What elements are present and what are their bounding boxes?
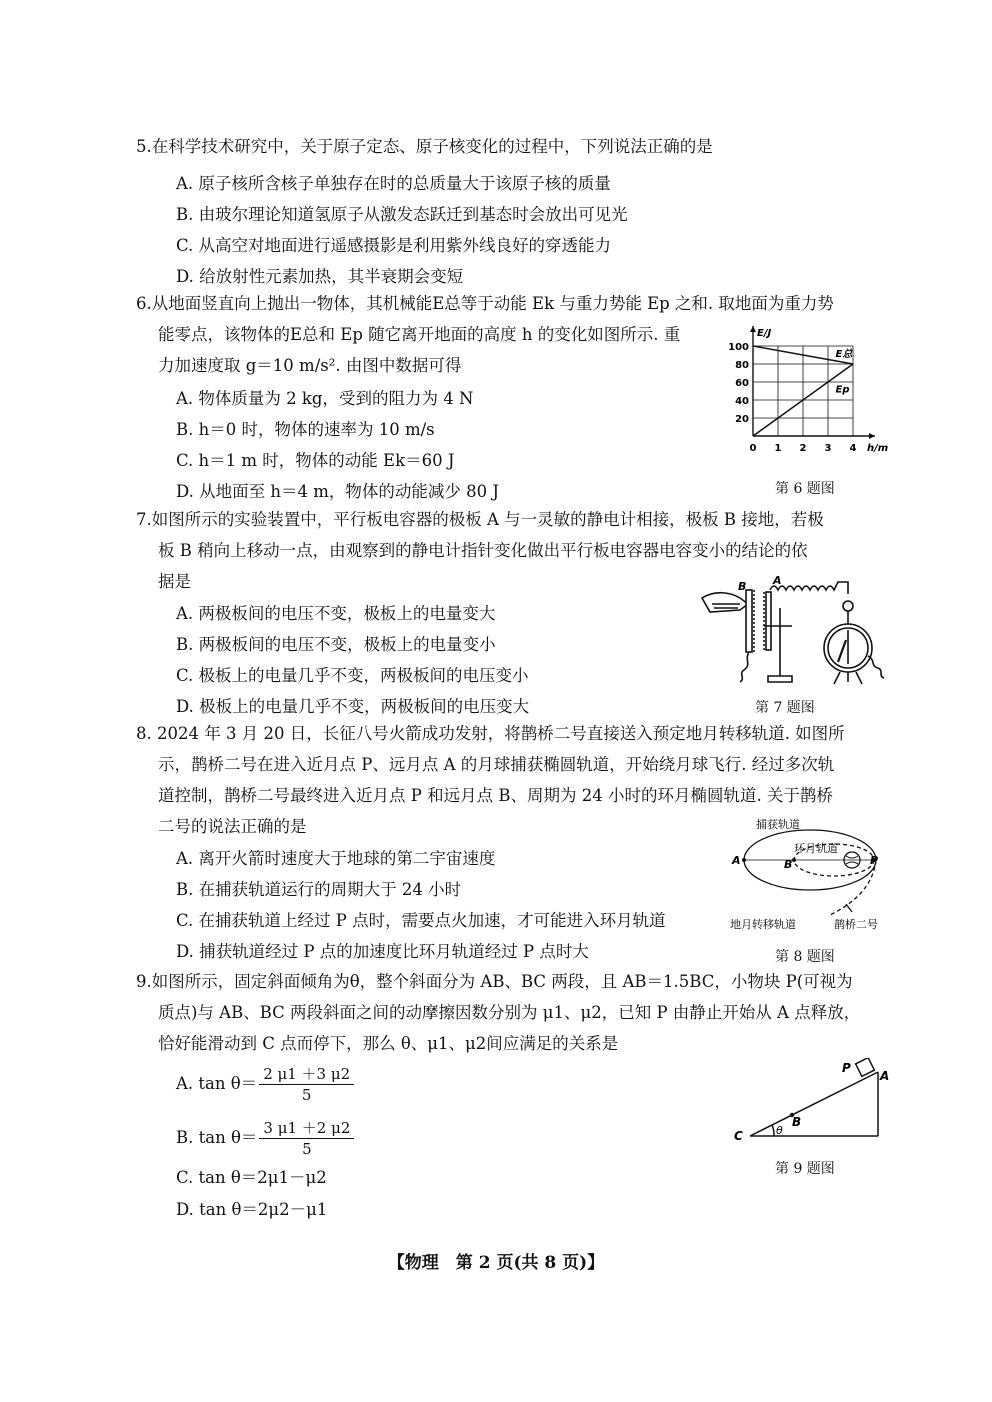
svg-text:A: A (880, 1069, 890, 1083)
label-probe: 鹊桥二号 (834, 918, 878, 931)
q7-option-c: C. 极板上的电量几乎不变，两极板间的电压变小 (176, 666, 529, 685)
q8-stem-line1: 8. 2024 年 3 月 20 日，长征八号火箭成功发射，将鹊桥二号直接送入预定地月转移轨道. 如图所 (136, 724, 845, 743)
capacitor-electrometer-figure (700, 568, 900, 688)
x-axis-arrow (869, 433, 875, 439)
svg-text:θ: θ (776, 1124, 783, 1137)
y-axis-arrow (750, 326, 756, 332)
q9-option-b-denominator: 5 (302, 1140, 312, 1158)
q6-stem-line3: 力加速度取 g＝10 m/s². 由图中数据可得 (158, 356, 462, 375)
q5-stem: 5.在科学技术研究中，关于原子定态、原子核变化的过程中，下列说法正确的是 (136, 137, 713, 156)
q8-stem-line3: 道控制，鹊桥二号最终进入近月点 P 和远月点 B、周期为 24 小时的环月椭圆轨道. 关于鹊桥 (158, 786, 833, 805)
q8-option-c: C. 在捕获轨道上经过 P 点时，需要点火加速，才可能进入环月轨道 (176, 911, 666, 930)
q5-option-a: A. 原子核所含核子单独存在时的总质量大于该原子核的质量 (176, 174, 611, 193)
q6-option-c: C. h＝1 m 时，物体的动能 Ek＝60 J (176, 451, 455, 470)
x-tick-label: 2 (799, 443, 807, 454)
q8-stem-line4: 二号的说法正确的是 (158, 817, 307, 836)
q6-option-a: A. 物体质量为 2 kg，受到的阻力为 4 N (176, 389, 474, 408)
q7-option-b: B. 两极板间的电压不变，极板上的电量变小 (176, 635, 496, 654)
svg-text:A: A (732, 854, 741, 867)
q8-stem-line2: 示，鹊桥二号在进入近月点 P、远月点 A 的月球捕获椭圆轨道，开始绕月球飞行. 经过多次轨 (158, 755, 835, 774)
y-tick-label: 60 (735, 378, 749, 389)
q9-stem-line1: 9.如图所示，固定斜面倾角为θ，整个斜面分为 AB、BC 两段，且 AB＝1.5BC，小物块 P(可视为 (136, 972, 853, 991)
energy-height-chart (725, 318, 900, 468)
y-tick-label: 100 (728, 342, 749, 353)
series-label: E总 (835, 348, 853, 360)
svg-text:B: B (792, 1115, 802, 1129)
y-tick-label: 20 (735, 414, 749, 425)
q9-stem-line3: 恰好能滑动到 C 点而停下，那么 θ、μ1、μ2间应满足的关系是 (158, 1034, 619, 1053)
q9-caption: 第 9 题图 (775, 1161, 835, 1177)
x-tick-label: 3 (824, 443, 832, 454)
q7-stem-line3: 据是 (158, 572, 191, 591)
q9-option-a-numerator: 2 μ1 ＋3 μ2 (259, 1064, 354, 1085)
q9-option-a (176, 1064, 354, 1105)
y-tick-label: 80 (735, 360, 749, 371)
q9-option-c: C. tan θ＝2μ1－μ2 (176, 1168, 327, 1187)
q7-option-d: D. 极板上的电量几乎不变，两极板间的电压变大 (176, 697, 530, 716)
x-tick-label: 1 (774, 443, 782, 454)
q9-stem-line2: 质点)与 AB、BC 两段斜面之间的动摩擦因数分别为 μ1、μ2，已知 P 由静止开始从 A 点释放， (158, 1003, 861, 1022)
lunar-orbit-figure (728, 812, 888, 934)
q9-option-a-prefix: A. tan θ＝ (176, 1074, 258, 1093)
q9-option-b (176, 1118, 354, 1159)
x-tick-label: 0 (749, 443, 757, 454)
y-tick-label: 40 (735, 396, 749, 407)
label-capture-orbit: 捕获轨道 (756, 818, 800, 831)
q8-caption: 第 8 题图 (775, 949, 835, 965)
svg-text:P: P (842, 1061, 851, 1075)
q9-option-b-numerator: 3 μ1 ＋2 μ2 (259, 1118, 354, 1139)
svg-text:C: C (734, 1129, 743, 1143)
q6-stem-line2: 能零点，该物体的E总和 Ep 随它离开地面的高度 h 的变化如图所示. 重 (158, 325, 681, 344)
q9-option-d: D. tan θ＝2μ2－μ1 (176, 1200, 328, 1219)
svg-text:A: A (773, 574, 782, 587)
x-axis-label: h/m (867, 443, 889, 454)
label-lunar-orbit: 环月轨道 (794, 842, 838, 855)
q6-option-d: D. 从地面至 h＝4 m，物体的动能减少 80 J (176, 482, 499, 501)
q5-option-d: D. 给放射性元素加热，其半衰期会变短 (176, 267, 464, 286)
q8-option-b: B. 在捕获轨道运行的周期大于 24 小时 (176, 880, 462, 899)
incline-figure (730, 1058, 890, 1148)
q6-stem-line1: 6.从地面竖直向上抛出一物体，其机械能E总等于动能 Ek 与重力势能 Ep 之和. 取地面为重力势 (136, 294, 834, 313)
svg-text:B: B (784, 858, 793, 871)
q8-option-d: D. 捕获轨道经过 P 点的加速度比环月轨道经过 P 点时大 (176, 942, 589, 961)
q6-option-b: B. h＝0 时，物体的速率为 10 m/s (176, 420, 435, 439)
q5-option-c: C. 从高空对地面进行遥感摄影是利用紫外线良好的穿透能力 (176, 236, 612, 255)
q7-caption: 第 7 题图 (755, 700, 815, 716)
svg-text:P: P (870, 854, 879, 867)
q5-option-b: B. 由玻尔理论知道氢原子从激发态跃迁到基态时会放出可见光 (176, 205, 628, 224)
q7-stem-line2: 板 B 稍向上移动一点，由观察到的静电计指针变化做出平行板电容器电容变小的结论的依 (158, 541, 808, 560)
q9-option-b-prefix: B. tan θ＝ (176, 1128, 258, 1147)
y-axis-label: E/J (757, 328, 772, 339)
q8-option-a: A. 离开火箭时速度大于地球的第二宇宙速度 (176, 849, 496, 868)
series-label: Ep (835, 384, 850, 396)
q7-stem-line1: 7.如图所示的实验装置中，平行板电容器的极板 A 与一灵敏的静电计相接，极板 B 接地，若极 (136, 510, 824, 529)
page-footer: 【物理 第 2 页(共 8 页)】 (387, 1253, 605, 1273)
label-transfer-orbit: 地月转移轨道 (730, 918, 796, 931)
svg-text:B: B (738, 580, 747, 593)
q7-option-a: A. 两极板间的电压不变，极板上的电量变大 (176, 604, 496, 623)
q9-option-a-denominator: 5 (301, 1086, 312, 1104)
x-tick-label: 4 (849, 443, 857, 454)
q6-caption: 第 6 题图 (775, 481, 835, 497)
